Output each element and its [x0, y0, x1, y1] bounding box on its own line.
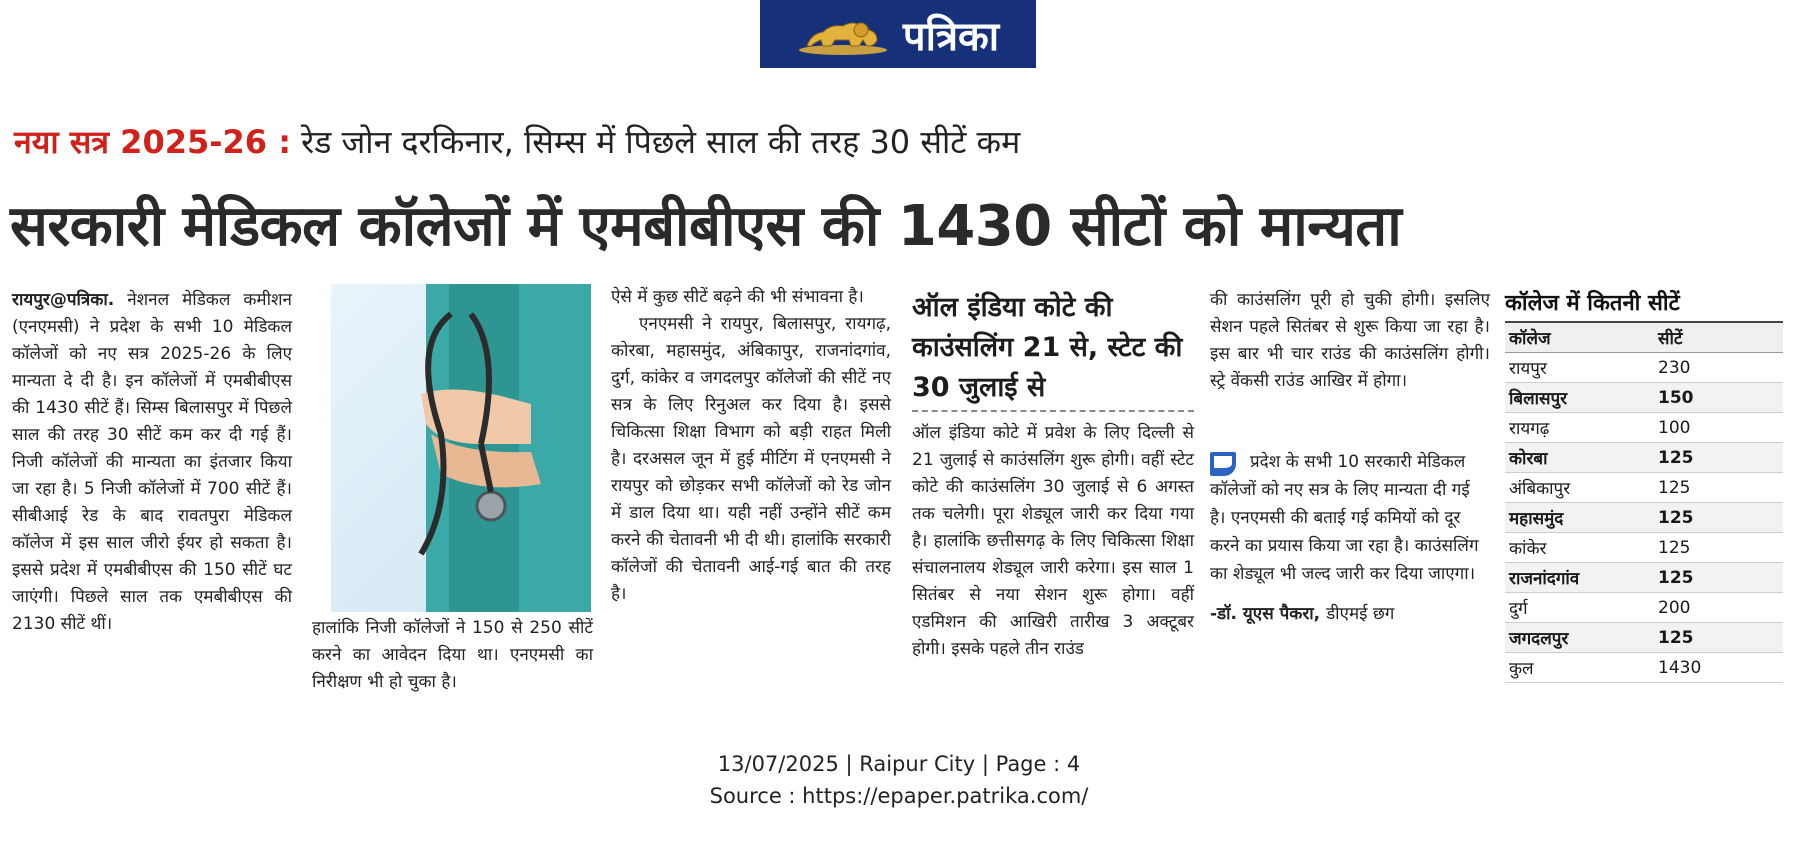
- seat-count: 125: [1658, 537, 1691, 558]
- footer-source-line: Source : https://epaper.patrika.com/: [709, 784, 1089, 808]
- seat-count: 125: [1658, 627, 1694, 648]
- header-seats: सीटें: [1658, 329, 1683, 349]
- kicker-text: रेड जोन दरकिनार, सिम्स में पिछले साल की तरह 30 सीटें कम: [301, 123, 1021, 161]
- table-row: [1505, 353, 1783, 383]
- article-column-5: [1210, 287, 1490, 395]
- author-name: -डॉ. यूएस पैकरा,: [1210, 604, 1321, 624]
- headline: सरकारी मेडिकल कॉलेजों में एमबीबीएस की 1430 सीटों को मान्यता: [10, 194, 1402, 259]
- article-text-5: की काउंसलिंग पूरी हो चुकी होगी। इसलिए सेशन पहले सितंबर से शुरू किया जा रहा है। इस बार भी चार राउंड की काउंसलिंग होगी। स्ट्रे वेंकसी राउंड आखिर में होगा।: [1210, 290, 1490, 391]
- doctor-stethoscope-icon: [331, 284, 591, 612]
- article-text-4: ऑल इंडिया कोटे में प्रवेश के लिए दिल्ली से 21 जुलाई से काउंसलिंग शुरू होगी। वहीं स्टेट कोटे की काउंसलिंग 30 जुलाई से 6 अगस्त तक चलेगी। पूरा शेड्यूल जारी कर दिया गया है। हालांकि छत्तीसगढ़ के लिए चिकित्सा शिक्षा संचालनालय शेड्यूल जारी करेगा। इस साल 1 सितंबर से नया सेशन शुरू होगा। वहीं एडमिशन की आखिरी तारीख 3 अक्टूबर होगी। इसके पहले तीन राउंड: [912, 423, 1194, 659]
- subheading: ऑल इंडिया कोटे की काउंसलिंग 21 से, स्टेट की 30 जुलाई से: [912, 292, 1183, 403]
- college-name: कोरबा: [1509, 449, 1548, 469]
- seat-count: 150: [1658, 387, 1694, 408]
- table-row: [1505, 623, 1783, 653]
- seat-count: 200: [1658, 597, 1691, 618]
- stethoscope-photo: [331, 284, 591, 612]
- seat-count: 100: [1658, 417, 1691, 438]
- seat-count: 125: [1658, 447, 1694, 468]
- college-name: रायपुर: [1509, 359, 1547, 379]
- brand-name: पत्रिका: [902, 13, 1000, 60]
- table-row: [1505, 533, 1783, 563]
- table-row: [1505, 473, 1783, 503]
- seats-table: [1505, 287, 1783, 683]
- seat-count: 1430: [1658, 657, 1702, 678]
- college-name: कांकेर: [1509, 539, 1547, 559]
- article-text-3a: ऐसे में कुछ सीटें बढ़ने की भी संभावना है।: [611, 287, 864, 307]
- college-name: महासमुंद: [1509, 509, 1564, 529]
- article-column-2: [312, 615, 593, 696]
- quote-text: प्रदेश के सभी 10 सरकारी मेडिकल कॉलेजों को नए सत्र के लिए मान्यता दी गई है। एनएमसी की बताई गई कमियों को दूर करने का प्रयास किया जा रहा है। काउंसलिंग का शेड्यूल भी जल्द जारी कर दिया जाएगा।: [1210, 452, 1479, 584]
- article-text-1: नेशनल मेडिकल कमीशन (एनएमसी) ने प्रदेश के सभी 10 मेडिकल कॉलेजों को नए सत्र 2025-26 के लिए मान्यता दे दी है। इन कॉलेजों में एमबीबीएस की 1430 सीटें हैं। सिम्स बिलासपुर में पिछले साल की तरह 30 सीटें कम कर दी गई हैं। निजी कॉलेजों की मान्यता का इंतजार किया जा रहा है। 5 निजी कॉलेजों में 700 सीटें हैं। सीबीआई रेड के बाद रावतपुरा मेडिकल कॉलेज में इस साल जीरो ईयर हो सकता है। इससे प्रदेश में एमबीबीएस की 150 सीटें घट जाएंगी। पिछले साल तक एमबीबीएस की 2130 सीटें थीं।: [12, 290, 292, 634]
- article-column-3: [611, 284, 891, 608]
- table-row: [1505, 443, 1783, 473]
- masthead: [760, 0, 1036, 68]
- college-name: बिलासपुर: [1509, 389, 1568, 409]
- college-name: कुल: [1509, 659, 1534, 679]
- college-name: जगदलपुर: [1509, 629, 1569, 649]
- footer-date-line: 13/07/2025 | Raipur City | Page : 4: [717, 752, 1081, 776]
- footer: [0, 748, 1798, 812]
- table-row: [1505, 563, 1783, 593]
- table-row: [1505, 593, 1783, 623]
- pull-quote: [1210, 448, 1490, 628]
- table-row: [1505, 413, 1783, 443]
- article-column-1: [12, 287, 292, 638]
- seat-count: 230: [1658, 357, 1691, 378]
- seat-count: 125: [1658, 507, 1694, 528]
- table-row-total: [1505, 653, 1783, 683]
- table-header: [1505, 323, 1783, 353]
- seat-count: 125: [1658, 477, 1691, 498]
- author-role: डीएमई छग: [1326, 604, 1395, 624]
- kicker-label: नया सत्र 2025-26 :: [14, 123, 291, 161]
- article-text-3b: एनएमसी ने रायपुर, बिलासपुर, रायगढ़, कोरबा, महासमुंद, अंबिकापुर, राजनांदगांव, दुर्ग, कांकेर व जगदलपुर कॉलेजों की सीटें नए सत्र के लिए रिनुअल कर दिया है। इससे चिकित्सा शिक्षा विभाग को बड़ी राहत मिली है। दरअसल जून में हुई मीटिंग में एनएमसी ने रायपुर को छोड़कर सभी कॉलेजों को रेड जोन में डाल दिया था। यही नहीं उन्होंने सीटें कम करने की चेतावनी भी दी थी। हालांकि सरकारी कॉलेजों की चेतावनी आई-गई बात की तरह है।: [611, 314, 891, 604]
- quote-author: [1210, 600, 1490, 628]
- table-row: [1505, 503, 1783, 533]
- header-college: कॉलेज: [1509, 329, 1551, 349]
- college-name: अंबिकापुर: [1509, 479, 1571, 499]
- subhead-divider: [912, 410, 1194, 412]
- table-row: [1505, 383, 1783, 413]
- quote-mark-icon: [1210, 452, 1236, 476]
- dateline: रायपुर@पत्रिका.: [12, 290, 115, 310]
- college-name: दुर्ग: [1509, 599, 1528, 619]
- lion-logo-icon: [797, 10, 889, 58]
- article-column-4: [912, 420, 1194, 663]
- college-name: रायगढ़: [1509, 419, 1550, 439]
- seat-count: 125: [1658, 567, 1694, 588]
- table-title: कॉलेज में कितनी सीटें: [1505, 287, 1783, 323]
- college-name: राजनांदगांव: [1509, 569, 1580, 589]
- article-text-2: हालांकि निजी कॉलेजों ने 150 से 250 सीटें करने का आवेदन दिया था। एनएमसी का निरीक्षण भी हो चुका है।: [312, 618, 593, 692]
- kicker: [14, 120, 1020, 163]
